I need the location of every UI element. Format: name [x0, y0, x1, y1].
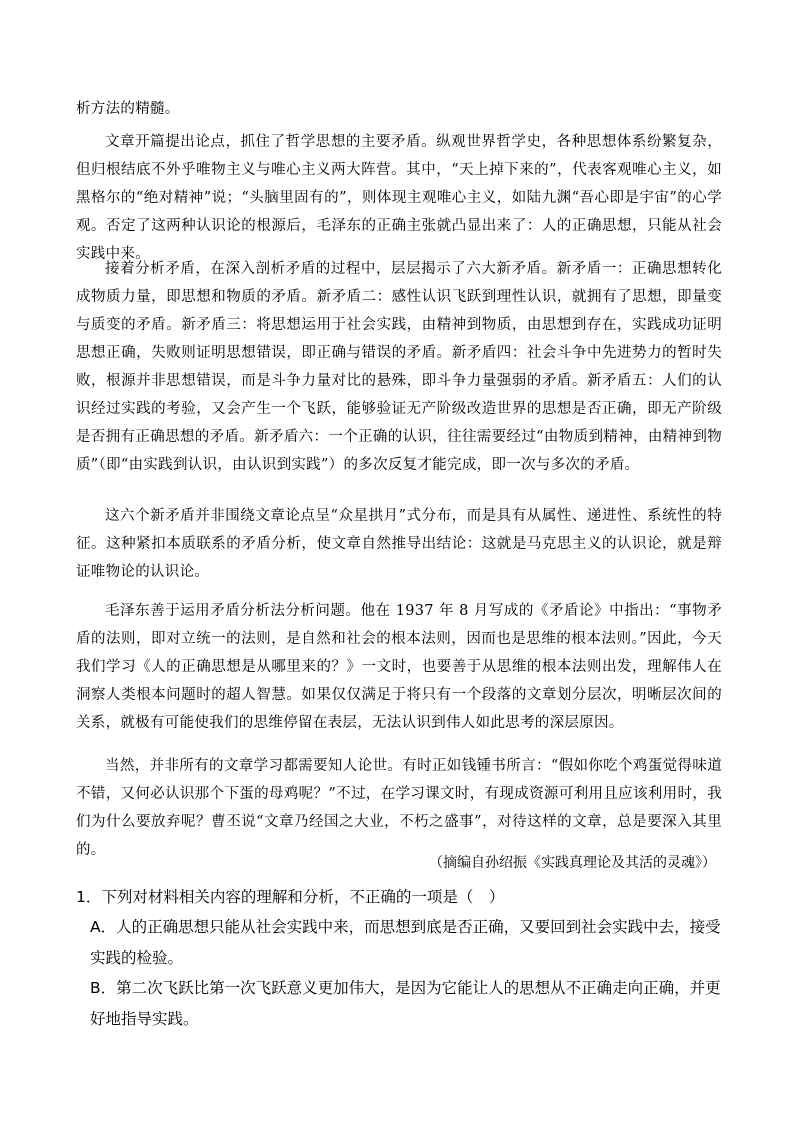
paragraph-2: 接着分析矛盾，在深入剖析矛盾的过程中，层层揭示了六大新矛盾。新矛盾一：正确思想转化成物质力量，即思想和物质的矛盾。新矛盾二：感性认识飞跃到理性认识，就拥有了思想，即量变与质变的矛盾。新矛盾三：将思想运用于社会实践，由精神到物质，由思想到存在，实践成功证明思想正确，失败则证明思想错误，即正确与错误的矛盾。新矛盾四：社会斗争中先进势力的暂时失败，根源并非思想错误，而是斗争力量对比的悬殊，即斗争力量强弱的矛盾。新矛盾五：人们的认识经过实践的考验，又会产生一个飞跃，能够验证无产阶级改造世界的思想是否正确，即无产阶级是否拥有正确思想的矛盾。新矛盾六：一个正确的认识，往往需要经过“由物质到精神，由精神到物质”（即“由实践到认识，由认识到实践”）的多次反复才能完成，即一次与多次的矛盾。	[76, 261, 722, 473]
option-a: A．人的正确思想只能从社会实践中来，而思想到底是否正确，又要回到社会实践中去，接受实践的检验。	[90, 918, 721, 967]
option-b: B．第二次飞跃比第一次飞跃意义更加伟大，是因为它能让人的思想从不正确走向正确，并更好地指导实践。	[90, 979, 721, 1028]
paragraph-4: 毛泽东善于运用矛盾分析法分析问题。他在 1937 年 8 月写成的《矛盾论》中指出：“事物矛盾的法则，即对立统一的法则，是自然和社会的根本法则，因而也是思维的根本法则。”因此，今天我们学习《人的正确思想是从哪里来的？》一文时，也要善于从思维的根本法则出发，理解伟人在洞察人类根本问题时的超人智慧。如果仅仅满足于将只有一个段落的文章划分层次，明晰层次间的关系，就极有可能使我们的思维停留在表层，无法认识到伟人如此思考的深层原因。	[76, 603, 722, 731]
paragraph-3: 这六个新矛盾并非围绕文章论点呈“众星拱月”式分布，而是具有从属性、递进性、系统性的特征。这种紧扣本质联系的矛盾分析，使文章自然推导出结论：这就是马克思主义的认识论，就是辩证唯物论的认识论。	[76, 508, 722, 580]
paragraph-0: 析方法的精髓。	[76, 101, 180, 117]
paragraph-5: 当然，并非所有的文章学习都需要知人论世。有时正如钱锺书所言：“假如你吃个鸡蛋觉得味道不错，又何必认识那个下蛋的母鸡呢？”不过，在学习课文时，有现成资源可利用且应该利用时，我们为什么要放弃呢？曹丕说“文章乃经国之大业，不朽之盛事”，对待这样的文章，总是要深入其里的。	[76, 758, 722, 858]
article-source: （摘编自孙绍振《实践真理论及其活的灵魂》）	[429, 855, 716, 871]
paragraph-1: 文章开篇提出论点，抓住了哲学思想的主要矛盾。纵观世界哲学史，各种思想体系纷繁复杂，但归根结底不外乎唯物主义与唯心主义两大阵营。其中，“天上掉下来的”，代表客观唯心主义，如黑格尔的“绝对精神”说；“头脑里固有的”，则体现主观唯心主义，如陆九渊“吾心即是宇宙”的心学观。否定了这两种认识论的根源后，毛泽东的正确主张就凸显出来了：人的正确思想，只能从社会实践中来。	[76, 134, 722, 262]
question-stem: 1．下列对材料相关内容的理解和分析，不正确的一项是（ ）	[76, 888, 505, 906]
